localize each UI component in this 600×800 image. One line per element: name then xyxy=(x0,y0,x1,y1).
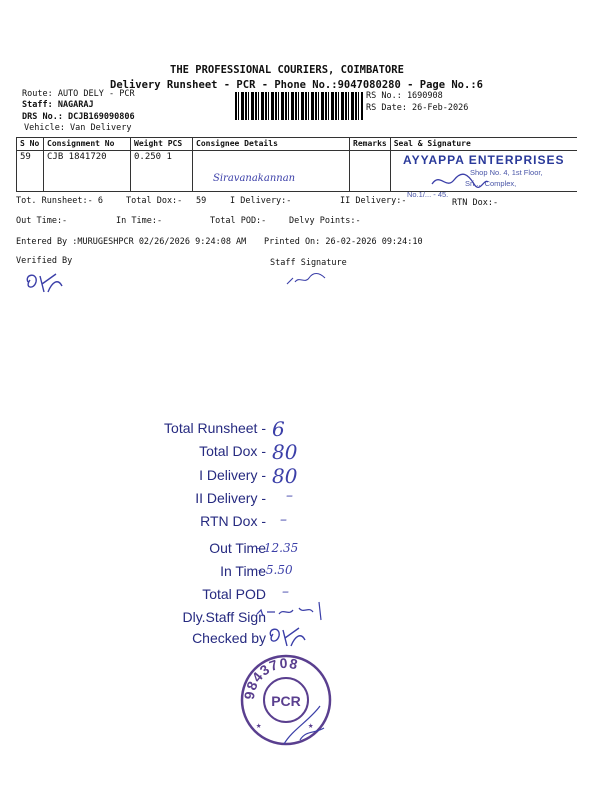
total-pod: Total POD:- xyxy=(210,216,267,226)
cell-weight-pcs: 0.250 1 xyxy=(131,151,193,192)
summary-value-rtn-dox: – xyxy=(280,512,287,528)
summary-label-total-pod: Total POD xyxy=(202,586,266,602)
stamp-company: AYYAPPA ENTERPRISES xyxy=(403,153,565,167)
cell-consignee xyxy=(193,151,350,192)
runsheet-subtitle: Delivery Runsheet - PCR - Phone No.:9047080280 - Page No.:6 xyxy=(110,79,483,91)
verified-by: Verified By xyxy=(16,256,73,266)
stamp-line-1: Shop No. 4, 1st Floor, xyxy=(470,168,543,177)
staff-signature: Staff Signature xyxy=(270,258,347,268)
col-remarks: Remarks xyxy=(350,138,391,151)
verified-signature xyxy=(22,268,92,300)
col-consignee: Consignee Details xyxy=(193,138,350,151)
rtn-dox: RTN Dox:- xyxy=(452,198,499,208)
in-time: In Time:- xyxy=(116,216,163,226)
entered-by: Entered By :MURUGESHPCR 02/26/2026 9:24:08 AM xyxy=(16,237,247,247)
cell-sno: 59 xyxy=(17,151,44,192)
summary-value-total-runsheet: 6 xyxy=(272,417,285,441)
rs-date: RS Date: 26-Feb-2026 xyxy=(366,103,469,113)
seal-signature xyxy=(280,700,330,750)
rs-number: RS No.: 1690908 xyxy=(366,91,443,101)
seal-number: 9843708 xyxy=(240,654,301,701)
summary-label-ii-delivery: II Delivery - xyxy=(195,490,266,506)
seal-center: PCR xyxy=(271,693,301,709)
i-delivery: I Delivery:- xyxy=(230,196,292,206)
cell-consignment: CJB 1841720 xyxy=(44,151,131,192)
summary-value-total-pod: – xyxy=(282,584,289,600)
staff-signature-mark xyxy=(285,266,355,292)
consignee-handwriting: Siravanakannan xyxy=(213,173,296,184)
stamp-line-2: Sri ... Complex, xyxy=(465,179,517,188)
col-consignment: Consignment No xyxy=(44,138,131,151)
dly-staff-signature xyxy=(255,598,345,624)
total-dox-value: 59 xyxy=(196,196,207,206)
tot-runsheet: Tot. Runsheet:- 6 xyxy=(16,196,103,206)
printed-on: Printed On: 26-02-2026 09:24:10 xyxy=(264,237,423,247)
vehicle: Vehicle: Van Delivery xyxy=(24,123,132,133)
summary-label-out-time: Out Time xyxy=(209,540,266,556)
summary-label-total-dox: Total Dox - xyxy=(199,443,266,459)
staff: Staff: NAGARAJ xyxy=(22,100,94,110)
total-dox-label: Total Dox:- xyxy=(126,196,183,206)
summary-value-i-delivery: 80 xyxy=(272,464,298,488)
table-header-row xyxy=(17,138,577,151)
delvy-points: Delvy Points:- xyxy=(289,216,361,226)
summary-value-out-time: - 12.35 xyxy=(256,541,299,555)
summary-label-i-delivery: I Delivery - xyxy=(199,467,266,483)
company-title: THE PROFESSIONAL COURIERS, COIMBATORE xyxy=(170,64,404,76)
stamp-line-3: No.1/... - 45. xyxy=(407,190,449,199)
ii-delivery: II Delivery:- xyxy=(340,196,407,206)
route: Route: AUTO DELY - PCR xyxy=(22,89,135,99)
summary-label-in-time: In Time xyxy=(220,563,266,579)
summary-label-total-runsheet: Total Runsheet - xyxy=(164,420,266,436)
summary-label-dly-staff-sign: Dly.Staff Sign xyxy=(182,609,266,625)
summary-value-total-dox: 80 xyxy=(272,440,298,464)
col-sno: S No xyxy=(17,138,44,151)
summary-label-rtn-dox: RTN Dox - xyxy=(200,513,266,529)
drs-number: DRS No.: DCJB169090806 xyxy=(22,112,135,122)
barcode xyxy=(235,92,363,120)
summary-label-checked-by: Checked by xyxy=(192,630,266,646)
summary-value-in-time: - 5.50 xyxy=(258,563,293,577)
col-weight-pcs: Weight PCS xyxy=(131,138,193,151)
svg-text:★: ★ xyxy=(256,721,262,731)
summary-value-ii-delivery: – xyxy=(286,488,293,504)
svg-text:★: ★ xyxy=(308,721,314,731)
stamp-signature xyxy=(430,170,490,192)
col-seal: Seal & Signature xyxy=(390,138,577,151)
cell-remarks xyxy=(350,151,391,192)
out-time: Out Time:- xyxy=(16,216,68,226)
